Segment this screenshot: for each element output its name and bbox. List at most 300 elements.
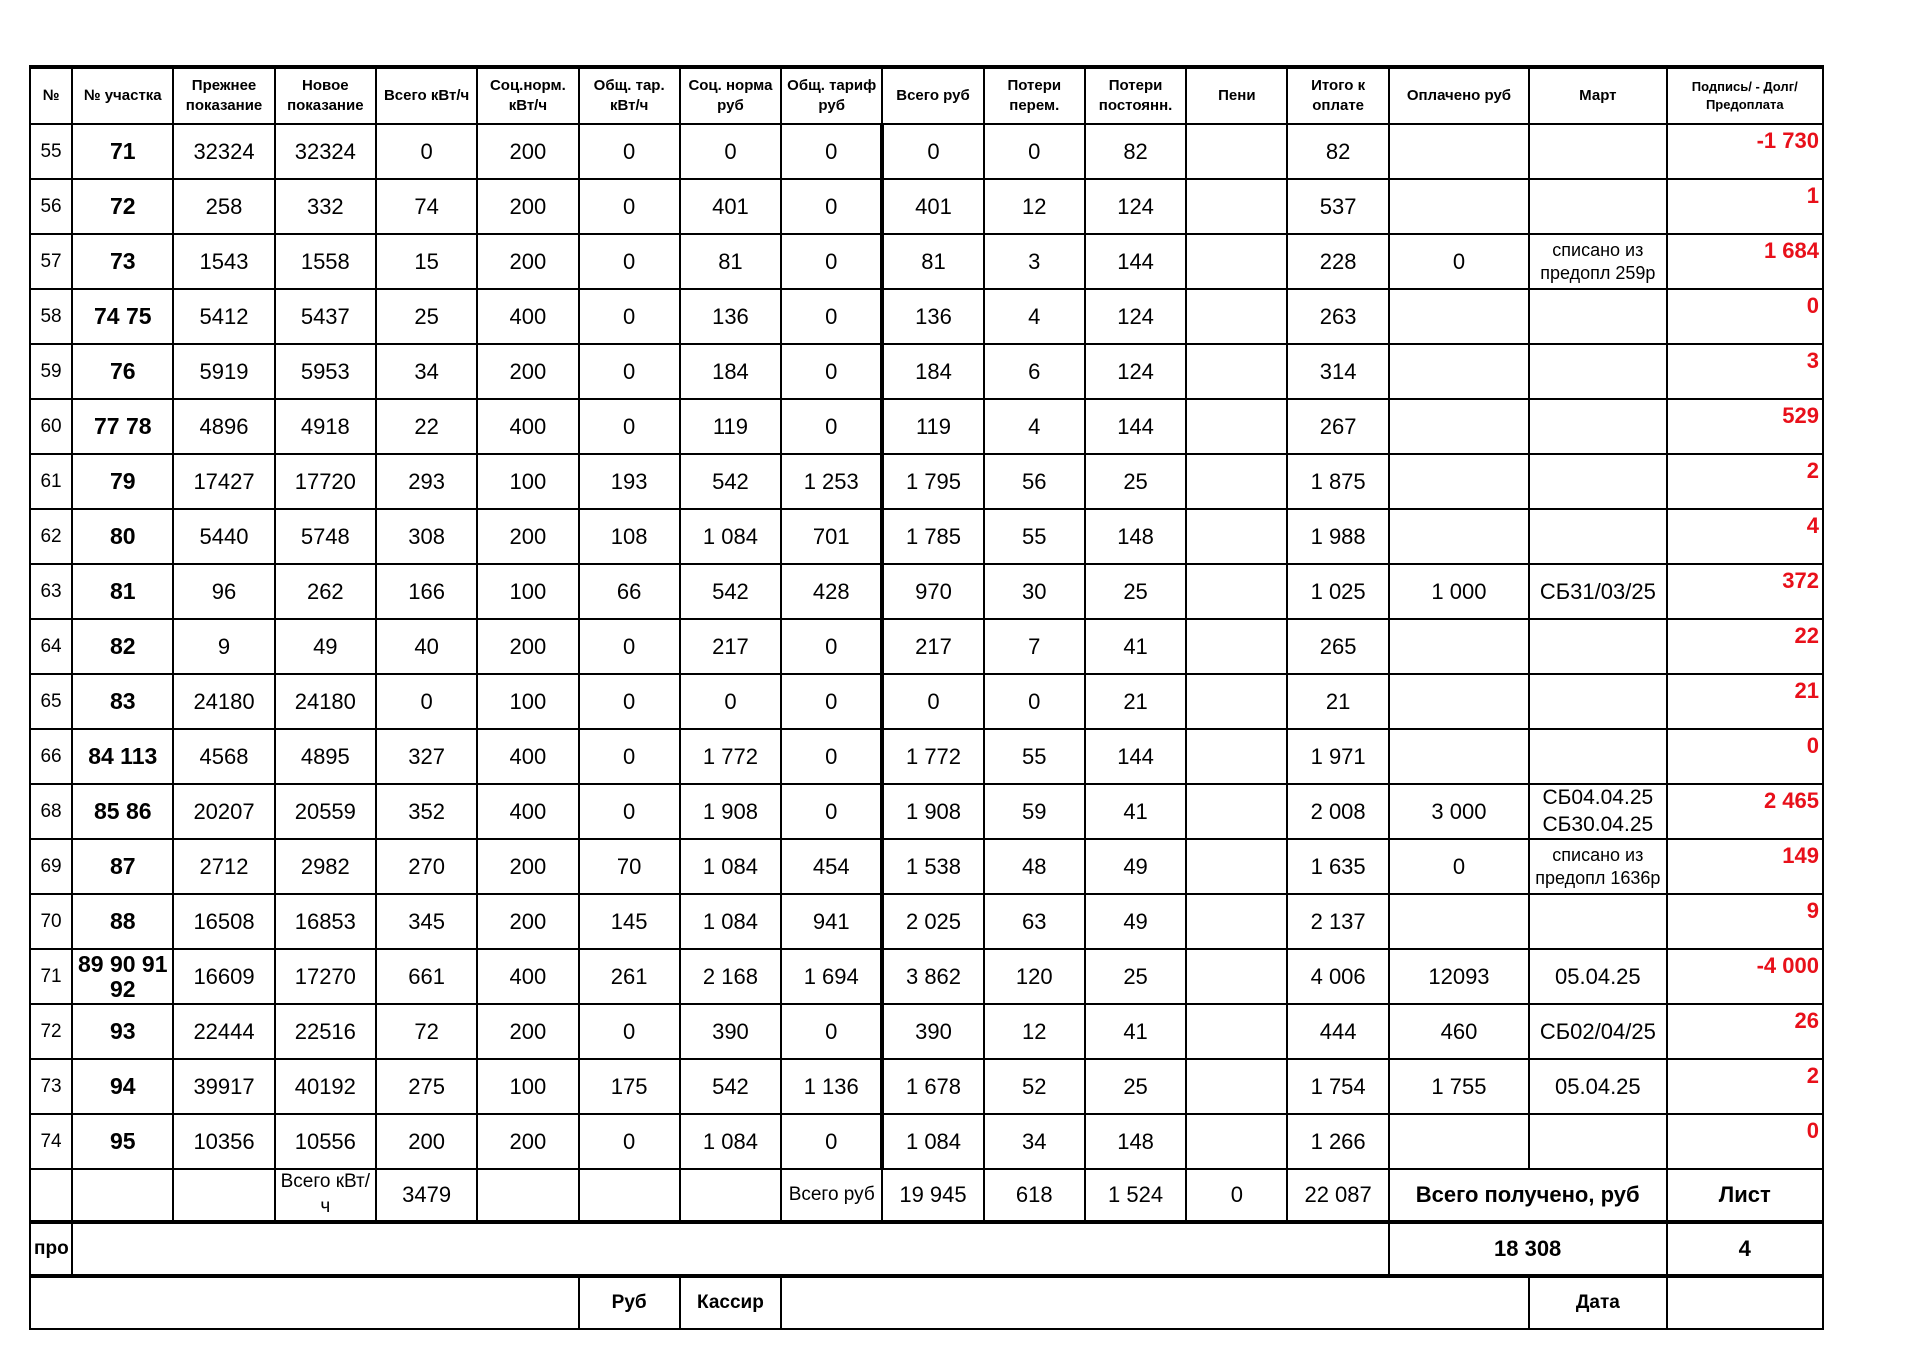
loss-const-cell: 144 [1085, 729, 1186, 784]
gen-tar-kwh-cell: 0 [579, 234, 680, 289]
soc-norm-kwh-cell: 100 [477, 674, 578, 729]
total-kwh-cell: 40 [376, 619, 477, 674]
prev-reading-cell: 5412 [173, 289, 274, 344]
rub-label: Руб [579, 1276, 680, 1329]
debt-prepay-cell: 22 [1667, 619, 1823, 674]
plot-number-cell: 81 [72, 564, 173, 619]
soc-norm-kwh-cell: 100 [477, 564, 578, 619]
total-kwh-cell: 15 [376, 234, 477, 289]
loss-var-cell: 0 [984, 124, 1085, 179]
gen-tar-kwh-cell: 0 [579, 289, 680, 344]
penalty-cell [1186, 124, 1287, 179]
plot-number-cell: 89 90 91 92 [72, 949, 173, 1004]
plot-number-cell: 79 [72, 454, 173, 509]
total-rub-cell: 119 [882, 399, 983, 454]
loss-var-cell: 4 [984, 289, 1085, 344]
totals-empty-6 [680, 1169, 781, 1222]
prev-reading-cell: 4568 [173, 729, 274, 784]
soc-norm-kwh-cell: 200 [477, 839, 578, 894]
gen-tar-rub-cell: 0 [781, 234, 882, 289]
summary-row [30, 1222, 1823, 1276]
soc-norm-rub-cell: 136 [680, 289, 781, 344]
to-pay-cell: 1 971 [1287, 729, 1388, 784]
loss-const-cell: 148 [1085, 1114, 1186, 1169]
soc-norm-rub-cell: 401 [680, 179, 781, 234]
row-number-cell: 70 [30, 894, 72, 949]
table-row [30, 1114, 1823, 1169]
soc-norm-rub-cell: 1 084 [680, 509, 781, 564]
penalty-cell [1186, 674, 1287, 729]
gen-tar-kwh-cell: 0 [579, 619, 680, 674]
march-note-cell [1529, 399, 1666, 454]
total-rub-cell: 184 [882, 344, 983, 399]
soc-norm-kwh-cell: 200 [477, 179, 578, 234]
gen-tar-rub-cell: 0 [781, 619, 882, 674]
total-rub-cell: 217 [882, 619, 983, 674]
loss-const-cell: 25 [1085, 454, 1186, 509]
soc-norm-kwh-cell: 100 [477, 1059, 578, 1114]
col-header-plot: № участка [72, 67, 173, 124]
col-header-prev: Прежнее показание [173, 67, 274, 124]
paid-cell [1389, 344, 1529, 399]
gen-tar-rub-cell: 0 [781, 124, 882, 179]
gen-tar-kwh-cell: 175 [579, 1059, 680, 1114]
paid-cell: 1 755 [1389, 1059, 1529, 1114]
march-note-cell: 05.04.25 [1529, 1059, 1666, 1114]
soc-norm-rub-cell: 119 [680, 399, 781, 454]
total-kwh-cell: 293 [376, 454, 477, 509]
gen-tar-rub-cell: 0 [781, 729, 882, 784]
row-number-cell: 68 [30, 784, 72, 839]
loss-const-cell: 144 [1085, 234, 1186, 289]
paid-cell [1389, 399, 1529, 454]
prev-reading-cell: 4896 [173, 399, 274, 454]
plot-number-cell: 74 75 [72, 289, 173, 344]
penalty-cell [1186, 619, 1287, 674]
total-rub-cell: 0 [882, 124, 983, 179]
gen-tar-rub-cell: 0 [781, 289, 882, 344]
soc-norm-kwh-cell: 400 [477, 949, 578, 1004]
summary-prefix: про [30, 1222, 72, 1276]
col-header-to-pay: Итого к оплате [1287, 67, 1388, 124]
prev-reading-cell: 16508 [173, 894, 274, 949]
new-reading-cell: 5953 [275, 344, 376, 399]
total-rub-cell: 1 538 [882, 839, 983, 894]
penalty-cell [1186, 729, 1287, 784]
table-row [30, 949, 1823, 1004]
plot-number-cell: 72 [72, 179, 173, 234]
col-header-total-rub: Всего руб [882, 67, 983, 124]
gen-tar-rub-cell: 1 694 [781, 949, 882, 1004]
col-header-loss-const: Потери постоянн. [1085, 67, 1186, 124]
march-note-cell [1529, 124, 1666, 179]
soc-norm-rub-cell: 1 084 [680, 839, 781, 894]
to-pay-cell: 1 875 [1287, 454, 1388, 509]
soc-norm-kwh-cell: 200 [477, 124, 578, 179]
paid-cell [1389, 729, 1529, 784]
loss-const-cell: 49 [1085, 894, 1186, 949]
total-rub-cell: 1 678 [882, 1059, 983, 1114]
table-row [30, 674, 1823, 729]
prev-reading-cell: 96 [173, 564, 274, 619]
new-reading-cell: 17270 [275, 949, 376, 1004]
table-row [30, 509, 1823, 564]
to-pay-cell: 1 754 [1287, 1059, 1388, 1114]
paid-cell: 460 [1389, 1004, 1529, 1059]
debt-prepay-cell: 2 [1667, 454, 1823, 509]
soc-norm-rub-cell: 2 168 [680, 949, 781, 1004]
paid-cell [1389, 454, 1529, 509]
gen-tar-kwh-cell: 70 [579, 839, 680, 894]
loss-var-cell: 12 [984, 179, 1085, 234]
prev-reading-cell: 5440 [173, 509, 274, 564]
debt-prepay-cell: 529 [1667, 399, 1823, 454]
row-number-cell: 57 [30, 234, 72, 289]
soc-norm-kwh-cell: 400 [477, 729, 578, 784]
totals-to-pay: 22 087 [1287, 1169, 1388, 1222]
total-kwh-cell: 22 [376, 399, 477, 454]
penalty-cell [1186, 894, 1287, 949]
loss-var-cell: 63 [984, 894, 1085, 949]
loss-var-cell: 52 [984, 1059, 1085, 1114]
soc-norm-kwh-cell: 400 [477, 289, 578, 344]
plot-number-cell: 94 [72, 1059, 173, 1114]
to-pay-cell: 1 025 [1287, 564, 1388, 619]
soc-norm-kwh-cell: 200 [477, 1114, 578, 1169]
prev-reading-cell: 24180 [173, 674, 274, 729]
to-pay-cell: 1 988 [1287, 509, 1388, 564]
paid-cell: 1 000 [1389, 564, 1529, 619]
gen-tar-kwh-cell: 261 [579, 949, 680, 1004]
debt-prepay-cell: 3 [1667, 344, 1823, 399]
plot-number-cell: 73 [72, 234, 173, 289]
row-number-cell: 72 [30, 1004, 72, 1059]
total-kwh-cell: 72 [376, 1004, 477, 1059]
to-pay-cell: 21 [1287, 674, 1388, 729]
totals-kwh: 3479 [376, 1169, 477, 1222]
march-note-cell [1529, 1114, 1666, 1169]
totals-empty-3 [173, 1169, 274, 1222]
to-pay-cell: 4 006 [1287, 949, 1388, 1004]
col-header-num: № [30, 67, 72, 124]
total-rub-cell: 2 025 [882, 894, 983, 949]
soc-norm-kwh-cell: 100 [477, 454, 578, 509]
gen-tar-kwh-cell: 108 [579, 509, 680, 564]
gen-tar-kwh-cell: 66 [579, 564, 680, 619]
cashier-signature-field [781, 1276, 1529, 1329]
plot-number-cell: 83 [72, 674, 173, 729]
gen-tar-rub-cell: 454 [781, 839, 882, 894]
totals-row [30, 1169, 1823, 1222]
row-number-cell: 74 [30, 1114, 72, 1169]
loss-var-cell: 55 [984, 509, 1085, 564]
row-number-cell: 61 [30, 454, 72, 509]
gen-tar-rub-cell: 0 [781, 674, 882, 729]
prev-reading-cell: 2712 [173, 839, 274, 894]
table-row [30, 124, 1823, 179]
summary-sheet-number: 4 [1667, 1222, 1823, 1276]
total-rub-cell: 970 [882, 564, 983, 619]
march-note-cell: 05.04.25 [1529, 949, 1666, 1004]
soc-norm-kwh-cell: 200 [477, 234, 578, 289]
gen-tar-kwh-cell: 0 [579, 124, 680, 179]
row-number-cell: 73 [30, 1059, 72, 1114]
total-kwh-cell: 74 [376, 179, 477, 234]
col-header-penalty: Пени [1186, 67, 1287, 124]
total-rub-cell: 81 [882, 234, 983, 289]
ledger-rows [30, 124, 1823, 1169]
table-row [30, 344, 1823, 399]
loss-var-cell: 3 [984, 234, 1085, 289]
loss-const-cell: 25 [1085, 1059, 1186, 1114]
totals-rub: 19 945 [882, 1169, 983, 1222]
march-note-cell: списано из предопл 259р [1529, 234, 1666, 289]
new-reading-cell: 5437 [275, 289, 376, 344]
totals-sheet-label: Лист [1667, 1169, 1823, 1222]
debt-prepay-cell: 9 [1667, 894, 1823, 949]
summary-blank [72, 1222, 1389, 1276]
debt-prepay-cell: -4 000 [1667, 949, 1823, 1004]
loss-var-cell: 7 [984, 619, 1085, 674]
soc-norm-kwh-cell: 200 [477, 1004, 578, 1059]
table-row [30, 729, 1823, 784]
table-row [30, 619, 1823, 674]
plot-number-cell: 71 [72, 124, 173, 179]
total-rub-cell: 390 [882, 1004, 983, 1059]
soc-norm-kwh-cell: 200 [477, 509, 578, 564]
table-row [30, 839, 1823, 894]
col-header-gen-tar-kwh: Общ. тар. кВт/ч [579, 67, 680, 124]
totals-kwh-label: Всего кВт/ч [275, 1169, 376, 1222]
new-reading-cell: 5748 [275, 509, 376, 564]
gen-tar-rub-cell: 0 [781, 399, 882, 454]
penalty-cell [1186, 1004, 1287, 1059]
plot-number-cell: 82 [72, 619, 173, 674]
totals-loss-const: 1 524 [1085, 1169, 1186, 1222]
penalty-cell [1186, 509, 1287, 564]
gen-tar-kwh-cell: 0 [579, 399, 680, 454]
date-label: Дата [1529, 1276, 1666, 1329]
soc-norm-kwh-cell: 400 [477, 399, 578, 454]
soc-norm-kwh-cell: 200 [477, 344, 578, 399]
totals-penalty: 0 [1186, 1169, 1287, 1222]
to-pay-cell: 1 266 [1287, 1114, 1388, 1169]
summary-received: 18 308 [1389, 1222, 1667, 1276]
march-note-cell: СБ02/04/25 [1529, 1004, 1666, 1059]
col-header-sign: Подпись/ - Долг/Предоплата [1667, 67, 1823, 124]
signature-row [30, 1276, 1823, 1329]
prev-reading-cell: 16609 [173, 949, 274, 1004]
gen-tar-rub-cell: 428 [781, 564, 882, 619]
march-note-cell [1529, 344, 1666, 399]
prev-reading-cell: 20207 [173, 784, 274, 839]
paid-cell [1389, 124, 1529, 179]
gen-tar-kwh-cell: 0 [579, 1114, 680, 1169]
to-pay-cell: 537 [1287, 179, 1388, 234]
totals-empty-1 [30, 1169, 72, 1222]
new-reading-cell: 262 [275, 564, 376, 619]
table-row [30, 1004, 1823, 1059]
debt-prepay-cell: 0 [1667, 729, 1823, 784]
penalty-cell [1186, 564, 1287, 619]
paid-cell: 12093 [1389, 949, 1529, 1004]
soc-norm-rub-cell: 1 772 [680, 729, 781, 784]
total-rub-cell: 3 862 [882, 949, 983, 1004]
soc-norm-rub-cell: 0 [680, 674, 781, 729]
loss-const-cell: 41 [1085, 784, 1186, 839]
prev-reading-cell: 22444 [173, 1004, 274, 1059]
to-pay-cell: 1 635 [1287, 839, 1388, 894]
soc-norm-rub-cell: 542 [680, 564, 781, 619]
loss-var-cell: 56 [984, 454, 1085, 509]
totals-loss-var: 618 [984, 1169, 1085, 1222]
table-row [30, 399, 1823, 454]
gen-tar-kwh-cell: 0 [579, 674, 680, 729]
plot-number-cell: 88 [72, 894, 173, 949]
table-row [30, 784, 1823, 839]
to-pay-cell: 82 [1287, 124, 1388, 179]
total-rub-cell: 1 084 [882, 1114, 983, 1169]
total-kwh-cell: 0 [376, 124, 477, 179]
table-row [30, 564, 1823, 619]
plot-number-cell: 80 [72, 509, 173, 564]
penalty-cell [1186, 784, 1287, 839]
debt-prepay-cell: 372 [1667, 564, 1823, 619]
loss-const-cell: 144 [1085, 399, 1186, 454]
paid-cell [1389, 894, 1529, 949]
new-reading-cell: 20559 [275, 784, 376, 839]
cashier-label: Кассир [680, 1276, 781, 1329]
to-pay-cell: 2 008 [1287, 784, 1388, 839]
col-header-gen-tar-rub: Общ. тариф руб [781, 67, 882, 124]
gen-tar-kwh-cell: 0 [579, 729, 680, 784]
new-reading-cell: 10556 [275, 1114, 376, 1169]
gen-tar-kwh-cell: 0 [579, 784, 680, 839]
plot-number-cell: 95 [72, 1114, 173, 1169]
col-header-new: Новое показание [275, 67, 376, 124]
to-pay-cell: 314 [1287, 344, 1388, 399]
gen-tar-rub-cell: 0 [781, 1114, 882, 1169]
debt-prepay-cell: 4 [1667, 509, 1823, 564]
loss-var-cell: 12 [984, 1004, 1085, 1059]
plot-number-cell: 77 78 [72, 399, 173, 454]
new-reading-cell: 49 [275, 619, 376, 674]
loss-const-cell: 41 [1085, 619, 1186, 674]
debt-prepay-cell: 0 [1667, 1114, 1823, 1169]
new-reading-cell: 4895 [275, 729, 376, 784]
total-kwh-cell: 661 [376, 949, 477, 1004]
row-number-cell: 56 [30, 179, 72, 234]
paid-cell: 3 000 [1389, 784, 1529, 839]
new-reading-cell: 16853 [275, 894, 376, 949]
gen-tar-kwh-cell: 0 [579, 179, 680, 234]
row-number-cell: 69 [30, 839, 72, 894]
new-reading-cell: 332 [275, 179, 376, 234]
paid-cell [1389, 1114, 1529, 1169]
total-kwh-cell: 166 [376, 564, 477, 619]
penalty-cell [1186, 234, 1287, 289]
loss-var-cell: 55 [984, 729, 1085, 784]
total-kwh-cell: 200 [376, 1114, 477, 1169]
prev-reading-cell: 32324 [173, 124, 274, 179]
col-header-march: Март [1529, 67, 1666, 124]
prev-reading-cell: 39917 [173, 1059, 274, 1114]
paid-cell [1389, 179, 1529, 234]
row-number-cell: 62 [30, 509, 72, 564]
gen-tar-rub-cell: 0 [781, 179, 882, 234]
total-rub-cell: 136 [882, 289, 983, 344]
total-rub-cell: 1 795 [882, 454, 983, 509]
row-number-cell: 59 [30, 344, 72, 399]
plot-number-cell: 76 [72, 344, 173, 399]
march-note-cell [1529, 509, 1666, 564]
soc-norm-rub-cell: 542 [680, 454, 781, 509]
loss-const-cell: 49 [1085, 839, 1186, 894]
soc-norm-kwh-cell: 400 [477, 784, 578, 839]
gen-tar-rub-cell: 1 136 [781, 1059, 882, 1114]
soc-norm-rub-cell: 0 [680, 124, 781, 179]
debt-prepay-cell: 2 [1667, 1059, 1823, 1114]
march-note-cell: списано из предопл 1636р [1529, 839, 1666, 894]
prev-reading-cell: 10356 [173, 1114, 274, 1169]
loss-const-cell: 41 [1085, 1004, 1186, 1059]
plot-number-cell: 84 113 [72, 729, 173, 784]
prev-reading-cell: 17427 [173, 454, 274, 509]
totals-empty-4 [477, 1169, 578, 1222]
soc-norm-rub-cell: 184 [680, 344, 781, 399]
debt-prepay-cell: 0 [1667, 289, 1823, 344]
debt-prepay-cell: 1 [1667, 179, 1823, 234]
loss-var-cell: 4 [984, 399, 1085, 454]
penalty-cell [1186, 1114, 1287, 1169]
soc-norm-rub-cell: 217 [680, 619, 781, 674]
total-kwh-cell: 270 [376, 839, 477, 894]
row-number-cell: 64 [30, 619, 72, 674]
loss-var-cell: 120 [984, 949, 1085, 1004]
gen-tar-rub-cell: 0 [781, 344, 882, 399]
new-reading-cell: 1558 [275, 234, 376, 289]
new-reading-cell: 2982 [275, 839, 376, 894]
total-kwh-cell: 275 [376, 1059, 477, 1114]
gen-tar-rub-cell: 0 [781, 1004, 882, 1059]
paid-cell [1389, 509, 1529, 564]
to-pay-cell: 267 [1287, 399, 1388, 454]
prev-reading-cell: 9 [173, 619, 274, 674]
loss-const-cell: 25 [1085, 564, 1186, 619]
loss-var-cell: 34 [984, 1114, 1085, 1169]
paid-cell [1389, 674, 1529, 729]
table-row [30, 289, 1823, 344]
col-header-soc-norm-rub: Соц. норма руб [680, 67, 781, 124]
date-field [1667, 1276, 1823, 1329]
row-number-cell: 66 [30, 729, 72, 784]
to-pay-cell: 444 [1287, 1004, 1388, 1059]
total-kwh-cell: 308 [376, 509, 477, 564]
loss-const-cell: 148 [1085, 509, 1186, 564]
total-rub-cell: 1 785 [882, 509, 983, 564]
march-note-cell [1529, 289, 1666, 344]
march-note-cell [1529, 729, 1666, 784]
loss-const-cell: 124 [1085, 289, 1186, 344]
soc-norm-rub-cell: 81 [680, 234, 781, 289]
soc-norm-rub-cell: 1 908 [680, 784, 781, 839]
plot-number-cell: 87 [72, 839, 173, 894]
to-pay-cell: 2 137 [1287, 894, 1388, 949]
penalty-cell [1186, 1059, 1287, 1114]
gen-tar-rub-cell: 941 [781, 894, 882, 949]
total-kwh-cell: 327 [376, 729, 477, 784]
table-row [30, 454, 1823, 509]
